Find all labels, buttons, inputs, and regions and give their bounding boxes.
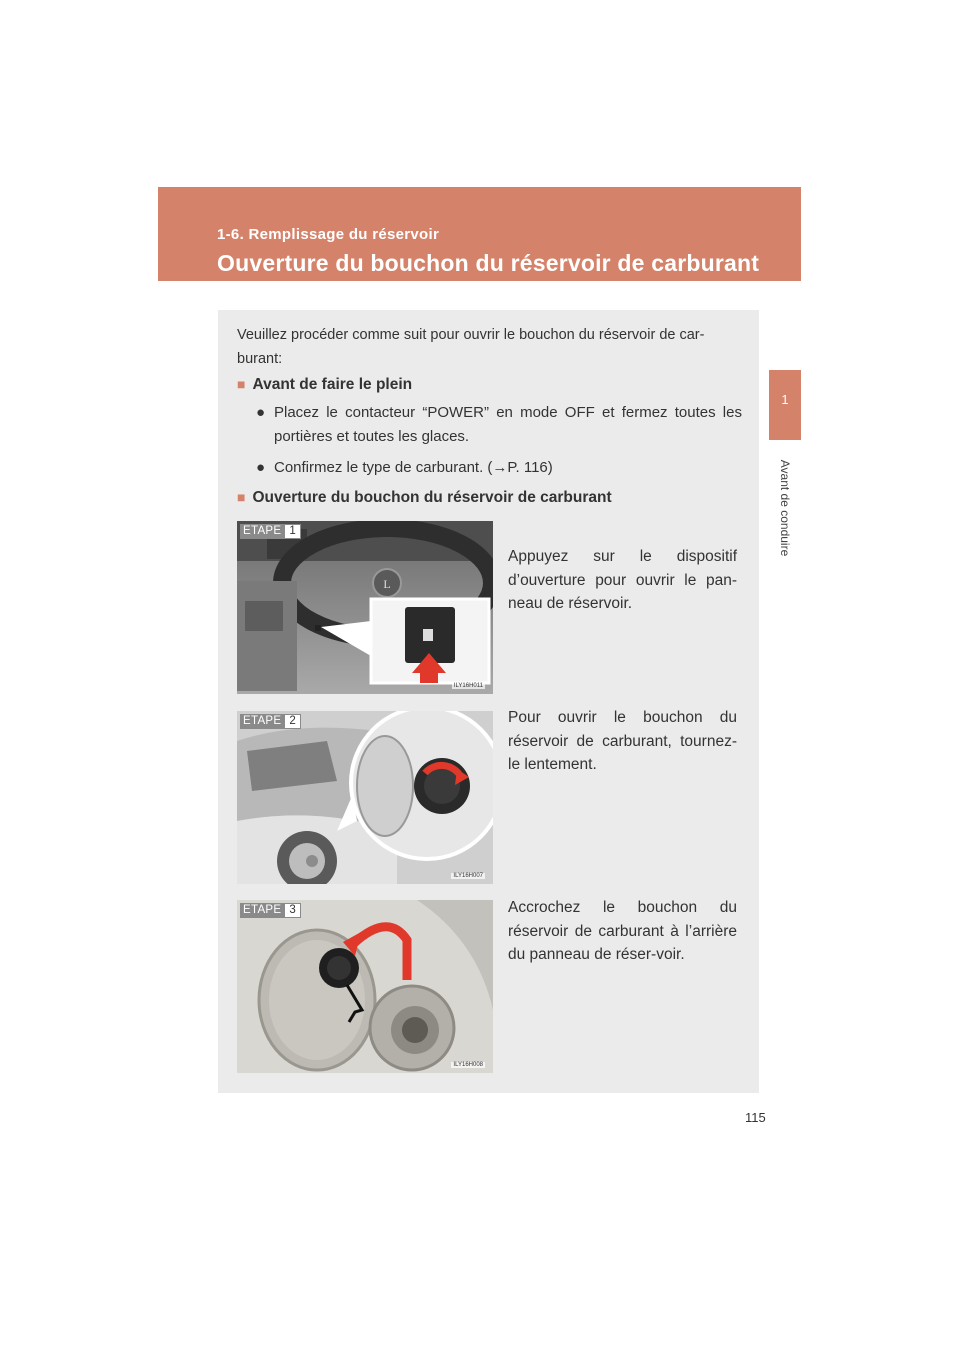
square-bullet-icon: ■ <box>237 376 246 392</box>
step-3-illustration <box>237 900 493 1073</box>
section-label: 1-6. Remplissage du réservoir <box>217 226 440 243</box>
heading-opening <box>237 489 612 507</box>
etape-number: 1 <box>284 524 300 539</box>
etape-label: ETAPE <box>240 903 284 918</box>
chapter-number: 1 <box>781 392 789 407</box>
cap-hook-illustration <box>237 900 493 1073</box>
image-code: ILY16H007 <box>453 873 483 879</box>
etape-badge <box>240 903 301 918</box>
etape-number: 2 <box>284 714 300 729</box>
chapter-label: Avant de conduire <box>778 459 792 557</box>
bullet-item <box>256 401 742 449</box>
etape-number: 3 <box>284 903 300 918</box>
step-2-illustration <box>237 711 493 884</box>
step-2-text: Pour ouvrir le bouchon du réservoir de carburant, tournez-le lentement. <box>508 709 737 773</box>
bullet-dot-icon: ● <box>256 459 266 476</box>
bullet-text[interactable]: Confirmez le type de carburant. (→P. 116) <box>274 459 553 476</box>
etape-badge <box>240 714 301 729</box>
etape-label: ETAPE <box>240 524 284 539</box>
etape-badge <box>240 524 301 539</box>
bullet-text: Placez le contacteur “POWER” en mode OFF et fermez toutes les portières et toutes les glaces. <box>274 404 742 445</box>
page-number: 115 <box>745 1110 766 1125</box>
etape-label: ETAPE <box>240 714 284 729</box>
image-code: ILY16H008 <box>453 1062 483 1068</box>
intro-text: Veuillez procéder comme suit pour ouvrir le bouchon du réservoir de car-burant: <box>237 327 705 367</box>
step-1-illustration <box>237 521 493 694</box>
page-title: Ouverture du bouchon du réservoir de carburant <box>217 250 760 276</box>
heading-label: Avant de faire le plein <box>252 376 413 393</box>
heading-label: Ouverture du bouchon du réservoir de carburant <box>252 489 612 506</box>
heading-before-refuel <box>237 376 412 394</box>
fuel-door-illustration <box>237 711 493 884</box>
square-bullet-icon: ■ <box>237 489 246 505</box>
step-3-text: Accrochez le bouchon du réservoir de carburant à l’arrière du panneau de réser-voir. <box>508 899 737 963</box>
bullet-dot-icon: ● <box>256 404 266 421</box>
image-code: ILY16H011 <box>453 683 483 689</box>
svg-text:L: L <box>383 577 391 591</box>
bullet-item <box>256 456 742 480</box>
dashboard-illustration <box>237 521 493 694</box>
step-1-text: Appuyez sur le dispositif d’ouverture pour ouvrir le pan-neau de réservoir. <box>508 548 737 612</box>
